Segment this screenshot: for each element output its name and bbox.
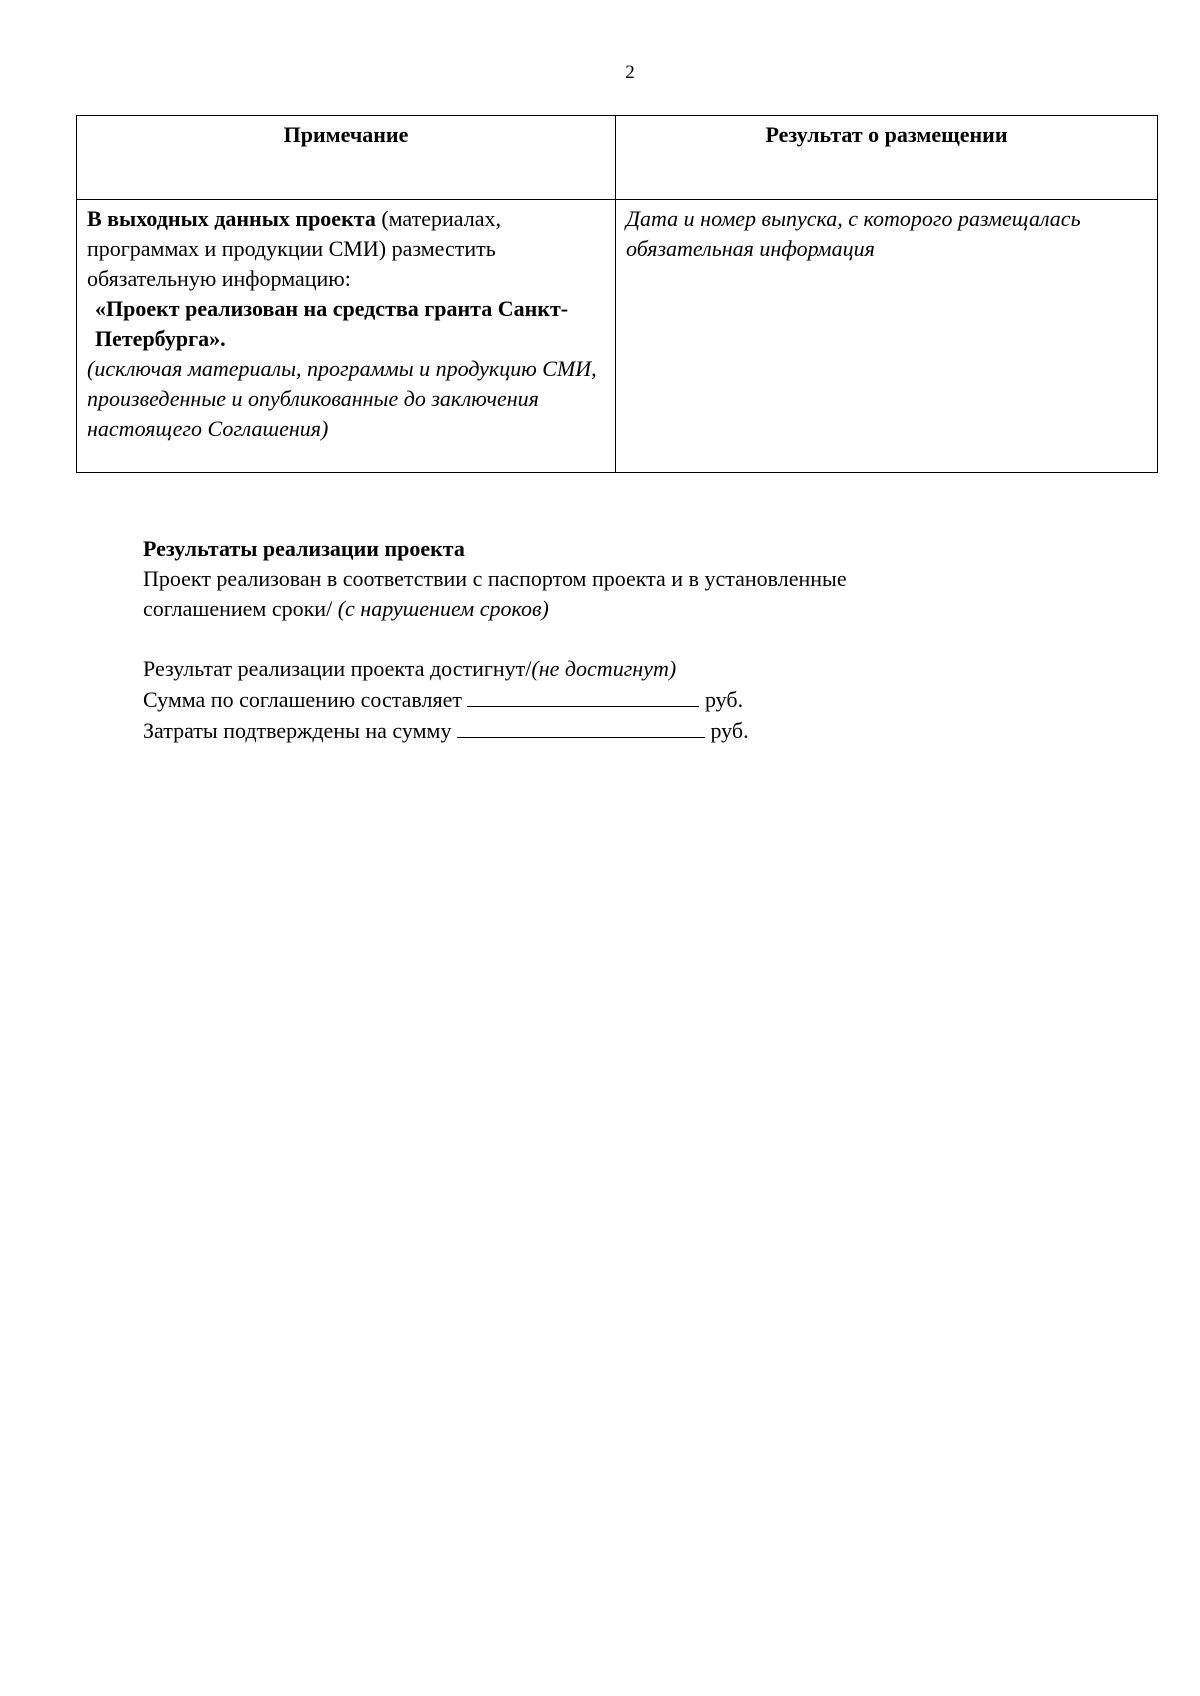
note-exception: (исключая материалы, программы и продукцию СМИ, произведенные и опубликованные до заключения настоящего Соглашения): [87, 356, 597, 441]
result-cell: Дата и номер выпуска, с которого размещалась обязательная информация: [616, 200, 1158, 473]
results-achieved-italic: (не достигнут): [531, 656, 677, 681]
notes-table: [76, 115, 1158, 473]
sum-blank-field[interactable]: [467, 684, 699, 707]
page-number: 2: [625, 62, 635, 83]
results-line2-italic: (с нарушением сроков): [337, 596, 549, 621]
costs-blank-field[interactable]: [457, 715, 705, 738]
header-note: Примечание: [77, 116, 616, 200]
results-achieved: [143, 654, 1103, 684]
results-costs-line: [143, 715, 1103, 746]
note-cell: [77, 200, 616, 473]
note-lead-rest: (материалах, программах и продукции СМИ) разместить обязательную информацию:: [87, 206, 501, 291]
results-title: Результаты реализации проекта: [143, 536, 465, 561]
header-result: Результат о размещении: [616, 116, 1158, 200]
costs-unit: руб.: [704, 718, 749, 743]
results-section: [143, 534, 1103, 746]
results-sum-line: [143, 684, 1103, 715]
note-required-text: «Проект реализован на средства гранта Санкт-Петербурга».: [95, 296, 569, 351]
results-line2: [143, 594, 1103, 624]
costs-label: Затраты подтверждены на сумму: [143, 718, 457, 743]
results-achieved-plain: Результат реализации проекта достигнут/: [143, 656, 532, 681]
sum-label: Сумма по соглашению составляет: [143, 687, 468, 712]
note-bold-lead: В выходных данных проекта: [87, 206, 376, 231]
table-header-row: [77, 116, 1158, 200]
table-row: [77, 200, 1158, 473]
sum-unit: руб.: [699, 687, 744, 712]
results-line2-plain: соглашением сроки/: [143, 596, 338, 621]
results-line1: Проект реализован в соответствии с паспортом проекта и в установленные: [143, 566, 847, 591]
